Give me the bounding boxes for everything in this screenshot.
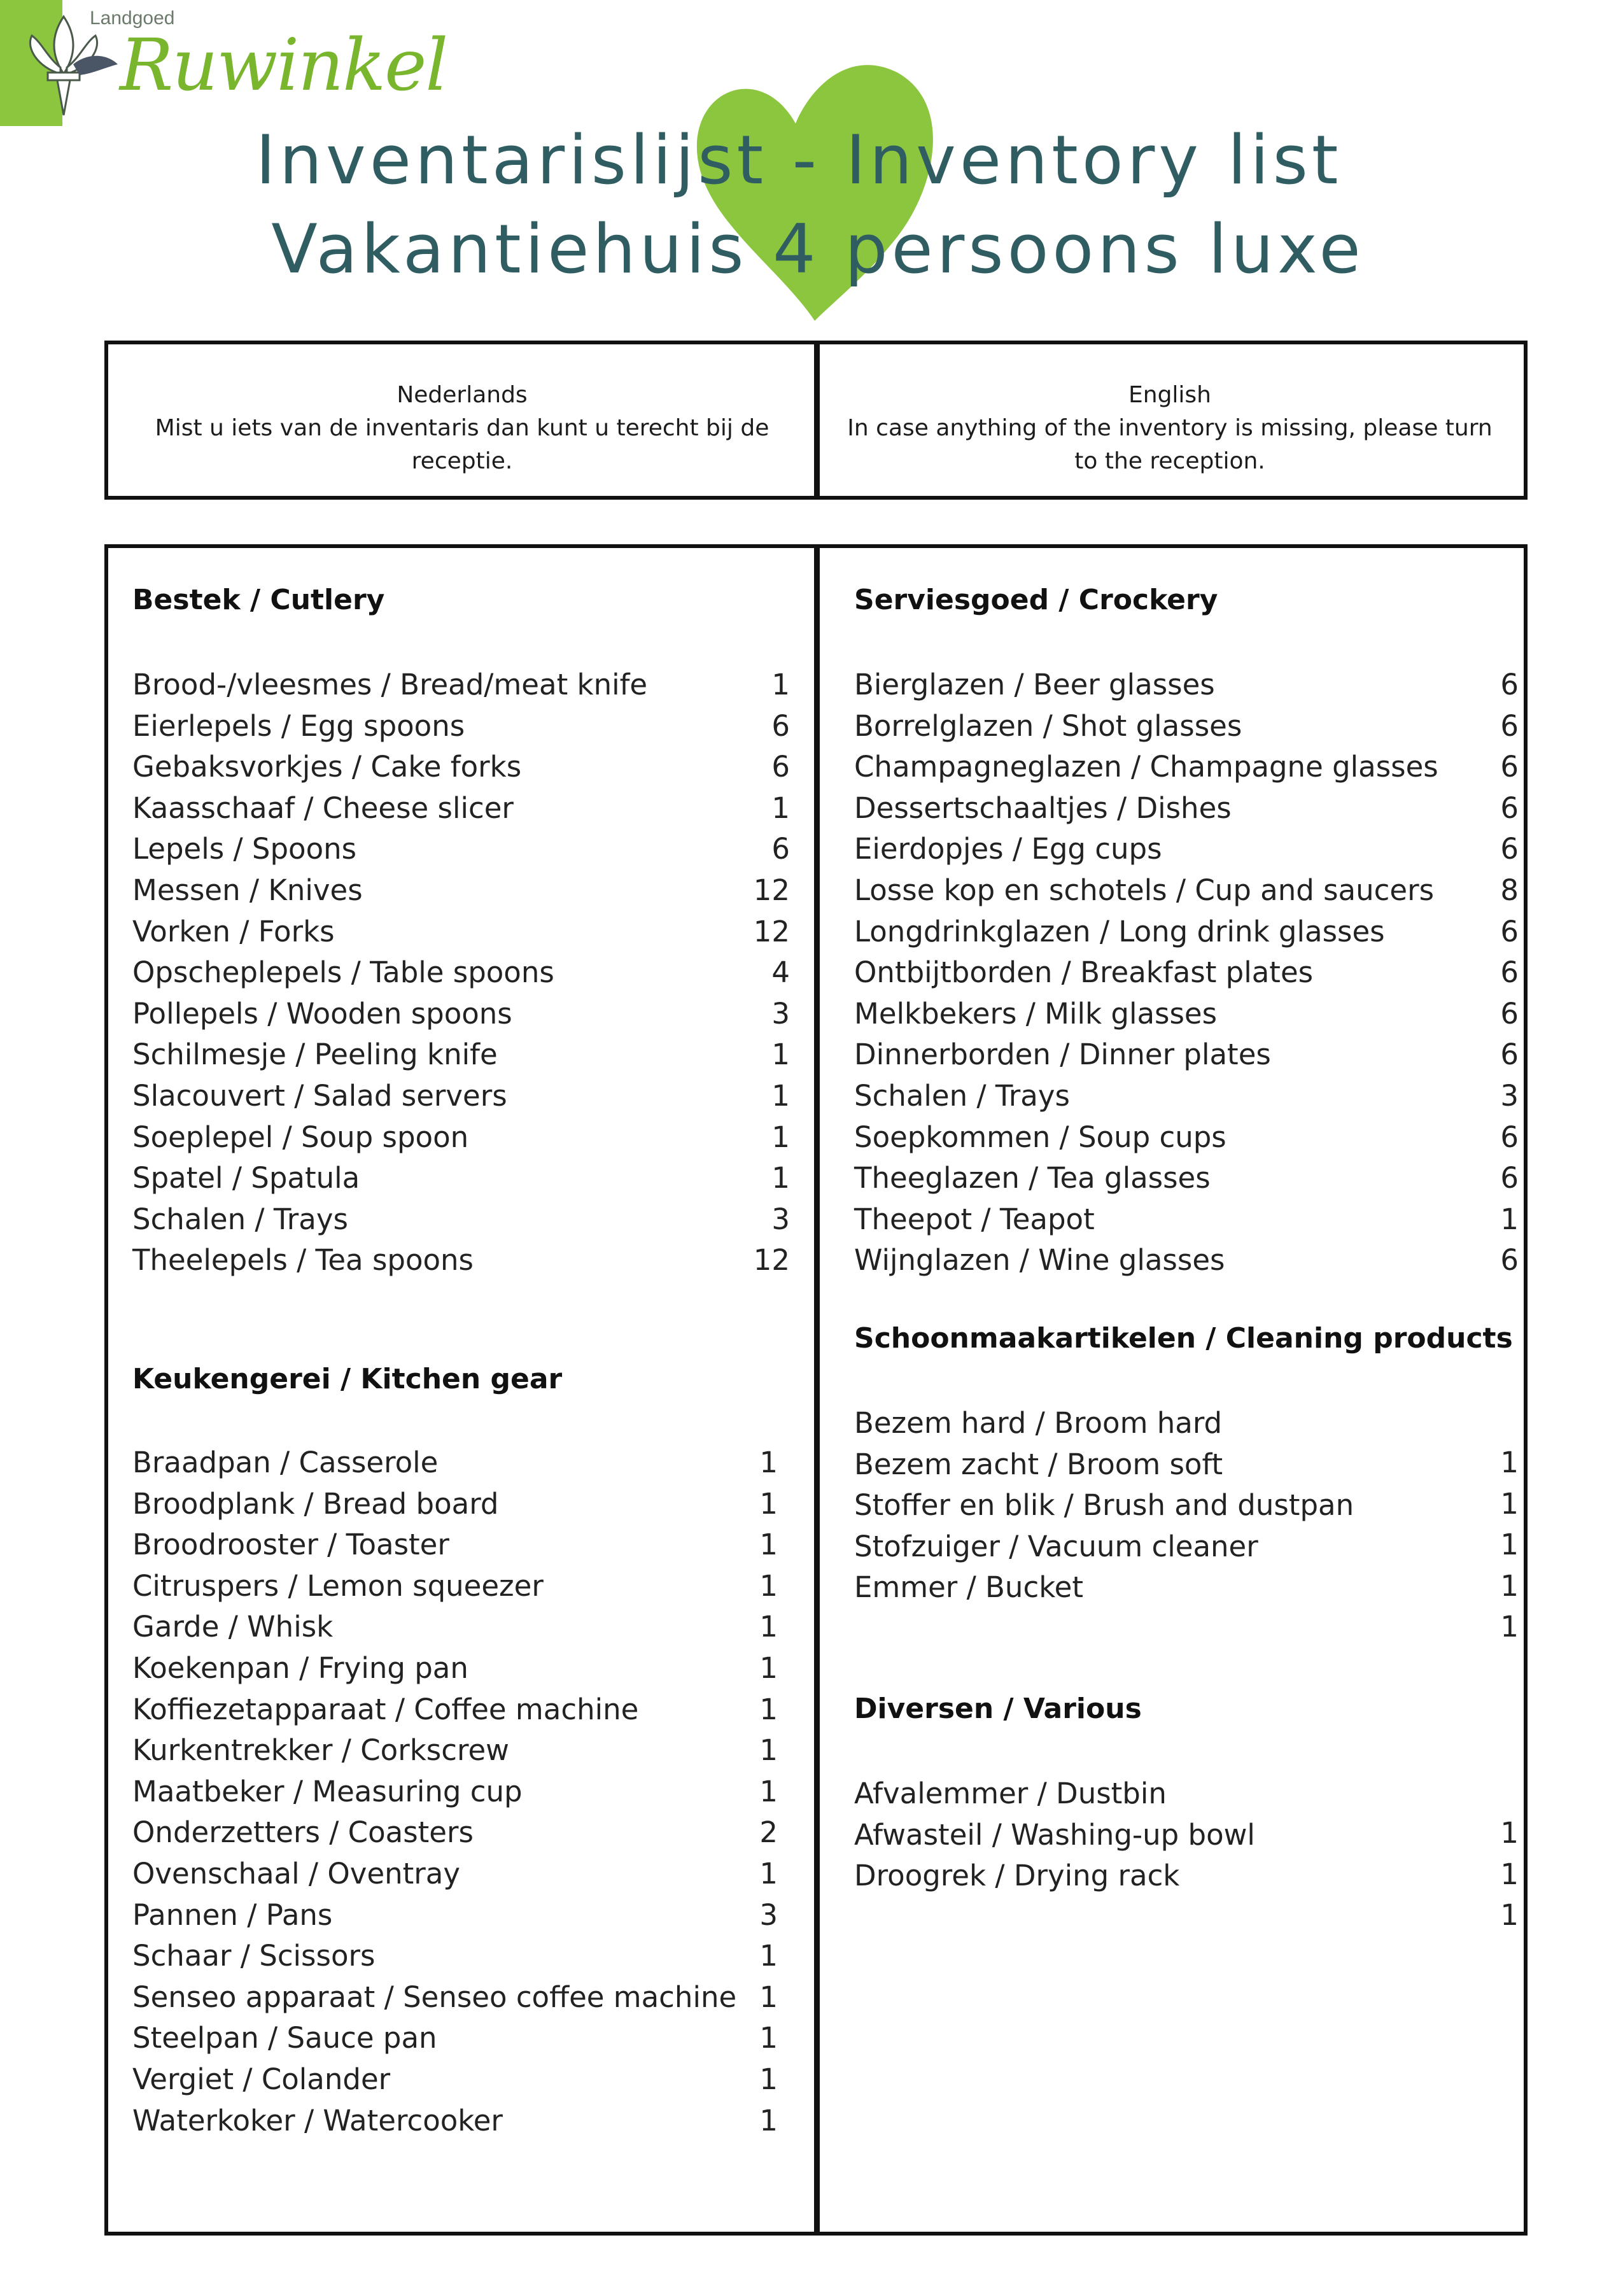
item-name: Koekenpan / Frying pan <box>132 1651 468 1685</box>
item-name: Schalen / Trays <box>854 1079 1070 1113</box>
language-box <box>104 341 1528 500</box>
item-quantity: 1 <box>759 2062 778 2096</box>
item-quantity: 6 <box>1500 832 1519 866</box>
item-quantity: 1 <box>771 1161 790 1195</box>
cleaning-heading: Schoonmaakartikelen / Cleaning products <box>854 1322 1513 1355</box>
item-quantity: 1 <box>759 1486 778 1521</box>
item-quantity: 1 <box>771 1079 790 1113</box>
logo-small-text: Landgoed <box>90 8 175 29</box>
dutch-notice <box>108 344 816 496</box>
item-name: Gebaksvorkjes / Cake forks <box>132 750 522 784</box>
item-quantity: 6 <box>1500 668 1519 701</box>
item-name: Stofzuiger / Vacuum cleaner <box>854 1529 1258 1563</box>
item-name: Citruspers / Lemon squeezer <box>132 1568 544 1603</box>
item-name: Emmer / Bucket <box>854 1570 1083 1605</box>
item-name: Waterkoker / Watercooker <box>132 2103 503 2138</box>
item-name: Steelpan / Sauce pan <box>132 2021 437 2055</box>
item-quantity: 1 <box>759 1857 778 1891</box>
item-quantity: 1 <box>1500 1816 1519 1850</box>
crockery-heading: Serviesgoed / Crockery <box>854 584 1218 616</box>
item-quantity: 6 <box>1500 1120 1519 1154</box>
item-quantity: 1 <box>759 2103 778 2138</box>
item-name: Droogrek / Drying rack <box>854 1859 1180 1893</box>
item-quantity: 1 <box>1500 1610 1519 1644</box>
item-quantity: 1 <box>759 1692 778 1726</box>
item-quantity: 6 <box>1500 750 1519 784</box>
item-quantity: 1 <box>759 1939 778 1973</box>
item-name: Schilmesje / Peeling knife <box>132 1038 498 1072</box>
item-quantity: 8 <box>1500 873 1519 907</box>
item-name: Soepkommen / Soup cups <box>854 1120 1226 1154</box>
dutch-title: Nederlands <box>397 382 528 408</box>
item-quantity: 6 <box>1500 996 1519 1031</box>
item-quantity: 1 <box>759 1528 778 1562</box>
item-quantity: 1 <box>771 1120 790 1154</box>
item-name: Schalen / Trays <box>132 1202 348 1236</box>
item-name: Wijnglazen / Wine glasses <box>854 1243 1225 1278</box>
item-name: Onderzetters / Coasters <box>132 1815 474 1850</box>
item-name: Eierlepels / Egg spoons <box>132 708 465 743</box>
item-name: Borrelglazen / Shot glasses <box>854 708 1242 743</box>
item-name: Spatel / Spatula <box>132 1161 360 1195</box>
item-name: Bierglazen / Beer glasses <box>854 668 1215 701</box>
item-name: Champagneglazen / Champagne glasses <box>854 750 1438 784</box>
item-quantity: 1 <box>759 1980 778 2014</box>
item-name: Longdrinkglazen / Long drink glasses <box>854 914 1385 948</box>
item-name: Eierdopjes / Egg cups <box>854 832 1162 866</box>
item-name: Bezem hard / Broom hard <box>854 1406 1223 1440</box>
item-quantity: 1 <box>759 1446 778 1479</box>
various-heading: Diversen / Various <box>854 1693 1142 1725</box>
item-quantity: 1 <box>759 1610 778 1644</box>
inventory-box <box>104 544 1528 2236</box>
item-quantity: 3 <box>1500 1079 1519 1113</box>
item-quantity: 3 <box>771 1202 790 1236</box>
item-name: Brood-/vleesmes / Bread/meat knife <box>132 668 648 701</box>
page-title-line2: Vakantiehuis 4 persoons luxe <box>271 210 1365 288</box>
item-quantity: 6 <box>1500 1038 1519 1072</box>
item-quantity: 1 <box>1500 1568 1519 1603</box>
item-quantity: 12 <box>753 1243 790 1278</box>
item-name: Dinnerborden / Dinner plates <box>854 1038 1271 1072</box>
item-name: Broodrooster / Toaster <box>132 1528 449 1562</box>
item-name: Kurkentrekker / Corkscrew <box>132 1733 509 1768</box>
item-name: Lepels / Spoons <box>132 832 357 866</box>
item-quantity: 1 <box>759 1774 778 1808</box>
item-name: Messen / Knives <box>132 873 363 907</box>
english-notice <box>816 344 1524 496</box>
logo-script-text: Ruwinkel <box>120 24 447 107</box>
item-quantity: 1 <box>1500 1857 1519 1891</box>
item-name: Stoffer en blik / Brush and dustpan <box>854 1488 1354 1523</box>
item-quantity: 1 <box>759 1733 778 1768</box>
item-quantity: 6 <box>1500 914 1519 948</box>
item-quantity: 1 <box>1500 1486 1519 1521</box>
item-name: Slacouvert / Salad servers <box>132 1079 507 1113</box>
item-quantity: 3 <box>759 1898 778 1932</box>
item-quantity: 6 <box>1500 791 1519 825</box>
item-quantity: 1 <box>1500 1202 1519 1236</box>
item-quantity: 6 <box>1500 708 1519 743</box>
item-name: Vergiet / Colander <box>132 2062 391 2096</box>
item-quantity: 2 <box>759 1815 778 1850</box>
item-name: Kaasschaaf / Cheese slicer <box>132 791 514 825</box>
item-quantity: 6 <box>771 750 790 784</box>
dutch-text: Mist u iets van de inventaris dan kunt u terecht bij de receptie. <box>155 415 769 474</box>
item-name: Braadpan / Casserole <box>132 1446 439 1479</box>
item-quantity: 1 <box>771 1038 790 1072</box>
item-name: Schaar / Scissors <box>132 1939 376 1973</box>
item-name: Pollepels / Wooden spoons <box>132 996 512 1031</box>
item-quantity: 1 <box>1500 1898 1519 1933</box>
item-quantity: 1 <box>1500 1528 1519 1562</box>
item-name: Soeplepel / Soup spoon <box>132 1120 469 1154</box>
english-text: In case anything of the inventory is missing, please turn to the reception. <box>847 415 1493 474</box>
item-name: Theeglazen / Tea glasses <box>854 1161 1211 1195</box>
inventory-divider <box>814 548 820 2232</box>
item-name: Afvalemmer / Dustbin <box>854 1777 1167 1810</box>
item-quantity: 4 <box>771 955 790 990</box>
english-title: English <box>1128 382 1211 408</box>
item-name: Bezem zacht / Broom soft <box>854 1447 1223 1481</box>
item-quantity: 3 <box>771 996 790 1031</box>
item-name: Opscheplepels / Table spoons <box>132 955 554 990</box>
item-quantity: 1 <box>771 668 790 701</box>
item-name: Melkbekers / Milk glasses <box>854 996 1218 1031</box>
item-name: Pannen / Pans <box>132 1898 333 1932</box>
item-name: Losse kop en schotels / Cup and saucers <box>854 873 1435 907</box>
item-name: Afwasteil / Washing-up bowl <box>854 1817 1255 1852</box>
item-quantity: 6 <box>1500 1243 1519 1278</box>
page-title-line1: Inventarislijst - Inventory list <box>255 121 1342 199</box>
item-quantity: 6 <box>771 708 790 743</box>
item-name: Ovenschaal / Oventray <box>132 1857 460 1891</box>
item-name: Vorken / Forks <box>132 914 335 948</box>
item-quantity: 6 <box>771 832 790 866</box>
item-quantity: 1 <box>759 2021 778 2055</box>
item-name: Broodplank / Bread board <box>132 1486 499 1521</box>
item-quantity: 1 <box>759 1651 778 1685</box>
item-name: Koffiezetapparaat / Coffee machine <box>132 1692 639 1726</box>
item-name: Theelepels / Tea spoons <box>132 1243 474 1278</box>
item-name: Garde / Whisk <box>132 1610 334 1644</box>
item-quantity: 12 <box>753 873 790 907</box>
cutlery-heading: Bestek / Cutlery <box>132 584 385 616</box>
item-quantity: 6 <box>1500 955 1519 990</box>
item-name: Maatbeker / Measuring cup <box>132 1774 523 1808</box>
item-quantity: 1 <box>759 1568 778 1603</box>
kitchen-heading: Keukengerei / Kitchen gear <box>132 1363 563 1395</box>
logo <box>0 0 447 127</box>
item-name: Senseo apparaat / Senseo coffee machine <box>132 1980 737 2014</box>
item-quantity: 1 <box>771 791 790 825</box>
item-quantity: 12 <box>753 914 790 948</box>
item-name: Dessertschaaltjes / Dishes <box>854 791 1232 825</box>
item-name: Ontbijtborden / Breakfast plates <box>854 955 1314 990</box>
item-quantity: 1 <box>1500 1446 1519 1479</box>
item-name: Theepot / Teapot <box>854 1202 1095 1236</box>
item-quantity: 6 <box>1500 1161 1519 1195</box>
